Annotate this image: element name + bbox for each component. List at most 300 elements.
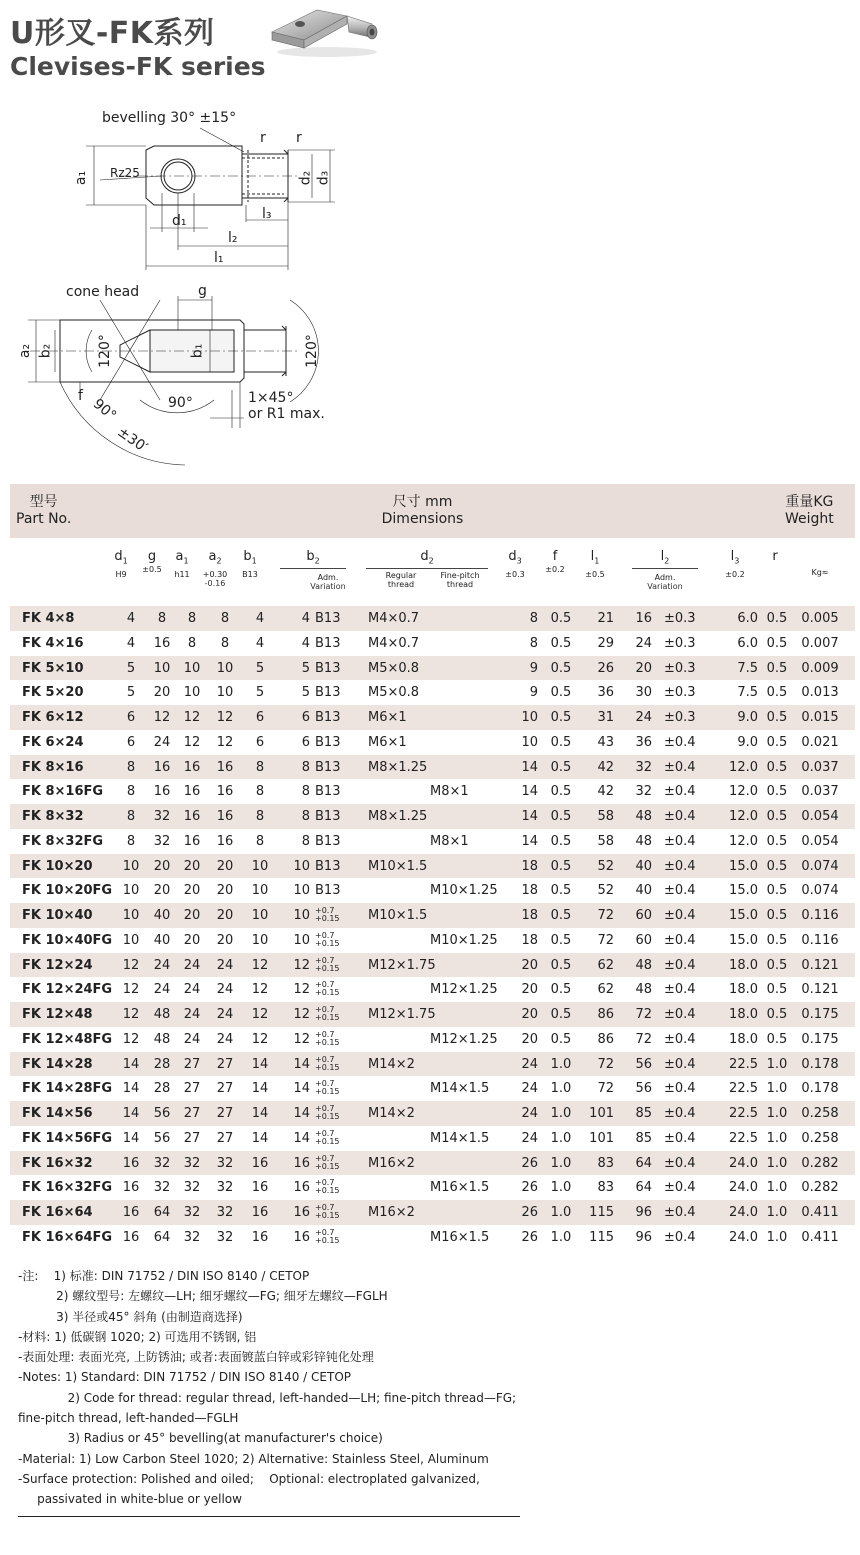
cell-fine: M16×1.5 <box>430 1180 490 1196</box>
cell-b2-variation: B13 <box>315 710 341 725</box>
page-title-cn: U形叉-FK系列 <box>10 16 215 51</box>
cell-a2: 32 <box>216 1205 234 1220</box>
cell-r: 1.0 <box>766 1229 788 1245</box>
cell-b1: 14 <box>251 1081 269 1097</box>
cell-d1: 10 <box>122 932 140 948</box>
cell-w: 0.074 <box>801 858 839 874</box>
cell-d1: 16 <box>122 1229 140 1245</box>
cell-b2-variation: B13 <box>315 809 341 824</box>
label-rz25: Rz25 <box>110 166 140 180</box>
cell-r: 0.5 <box>766 635 788 651</box>
cell-l1: 52 <box>597 883 614 899</box>
col-l3: $l_3$ ±0.2 <box>725 549 745 579</box>
part-number: FK 16×32FG <box>22 1180 113 1196</box>
cell-b2-variation: B13 <box>315 759 341 775</box>
cell-a1: 16 <box>183 784 201 800</box>
col-l2: $l_2$ Adm. Variation <box>647 549 683 591</box>
col-d1: $d_1$ H9 <box>114 549 128 579</box>
cell-a2: 10 <box>216 660 234 676</box>
cell-g: 20 <box>153 858 171 874</box>
cell-a1: 10 <box>183 685 201 701</box>
part-number: FK 14×56 <box>22 1106 93 1121</box>
cell-f: 1.0 <box>550 1130 572 1146</box>
cell-d1: 14 <box>122 1106 140 1121</box>
cell-fine: M10×1.25 <box>430 932 498 948</box>
cell-l3: 24.0 <box>729 1180 758 1196</box>
cell-f: 0.5 <box>550 1007 572 1022</box>
cell-l2: 60 <box>635 908 652 923</box>
cell-l2: 32 <box>635 759 652 775</box>
cell-l2v: ±0.3 <box>664 611 696 626</box>
note-line: -表面处理: 表面光亮, 上防锈油; 或者:表面镀蓝白锌或彩锌钝化处理 <box>18 1350 374 1365</box>
cell-d3: 14 <box>521 833 538 849</box>
part-number: FK 5×20 <box>22 685 84 701</box>
cell-b1: 10 <box>251 932 269 948</box>
cell-r: 0.5 <box>766 809 788 824</box>
notes-block <box>18 1266 516 1510</box>
cell-fine: M14×1.5 <box>430 1130 490 1146</box>
cell-l2: 16 <box>635 611 652 626</box>
cell-a2: 20 <box>216 858 234 874</box>
cell-a1: 16 <box>183 759 201 775</box>
label-d1: d₁ <box>172 213 187 229</box>
cell-b2-tolerance: +0.7 +0.15 <box>315 1104 340 1121</box>
cell-g: 20 <box>153 883 171 899</box>
bottom-rule <box>18 1516 520 1517</box>
cell-d1: 5 <box>126 685 136 701</box>
cell-fine: M12×1.25 <box>430 982 498 998</box>
cell-a1: 24 <box>183 1031 201 1047</box>
cell-fine: M16×1.5 <box>430 1229 490 1245</box>
cell-l2v: ±0.4 <box>664 833 696 849</box>
cell-a2: 24 <box>216 957 234 973</box>
cell-l2: 72 <box>635 1007 652 1022</box>
cell-r: 0.5 <box>766 1007 788 1022</box>
cell-d3: 14 <box>521 809 538 824</box>
cell-r: 0.5 <box>766 883 788 899</box>
cell-fine: M10×1.25 <box>430 883 498 899</box>
cell-a1: 24 <box>183 957 201 973</box>
table-row <box>10 705 855 730</box>
cell-l3: 15.0 <box>729 883 758 899</box>
cell-d1: 16 <box>122 1205 140 1220</box>
cell-d1: 8 <box>126 833 136 849</box>
cell-f: 0.5 <box>550 660 572 676</box>
part-number: FK 8×16 <box>22 759 84 775</box>
cell-b1: 5 <box>255 660 265 676</box>
cell-b2: 10 <box>293 908 310 923</box>
cell-l1: 52 <box>597 858 614 874</box>
cell-f: 0.5 <box>550 858 572 874</box>
cell-d1: 8 <box>126 759 136 775</box>
col-d3: $d_3$ ±0.3 <box>505 549 525 579</box>
cell-d1: 10 <box>122 883 140 899</box>
label-a2: a₂ <box>17 343 34 359</box>
cell-reg: M4×0.7 <box>368 611 420 626</box>
cell-g: 28 <box>153 1056 171 1072</box>
product-photo <box>262 2 382 60</box>
cell-l1: 83 <box>597 1180 614 1196</box>
label-a1: a₁ <box>73 170 90 186</box>
cell-g: 40 <box>153 932 171 948</box>
cell-l1: 83 <box>597 1155 614 1171</box>
cell-a1: 27 <box>183 1081 201 1097</box>
cell-b2: 8 <box>301 759 310 775</box>
cell-l1: 115 <box>589 1229 614 1245</box>
cell-a1: 12 <box>183 710 201 725</box>
cell-d3: 26 <box>521 1229 538 1245</box>
cell-a2: 27 <box>216 1056 234 1072</box>
cell-b1: 16 <box>251 1155 269 1171</box>
table-row <box>10 928 855 953</box>
cell-l2v: ±0.4 <box>664 1229 696 1245</box>
cell-d3: 9 <box>529 660 538 676</box>
cell-w: 0.009 <box>801 660 839 676</box>
cell-d3: 8 <box>529 611 538 626</box>
cell-b2: 12 <box>293 982 310 998</box>
label-d3: d₃ <box>315 170 332 186</box>
cell-b2: 10 <box>293 883 310 899</box>
cell-l3: 6.0 <box>737 611 758 626</box>
cell-a2: 24 <box>216 1031 234 1047</box>
col-d2: $d_2$ <box>420 549 434 566</box>
cell-g: 56 <box>153 1130 171 1146</box>
cell-reg: M12×1.75 <box>368 957 436 973</box>
cell-l2: 48 <box>635 982 652 998</box>
cell-r: 0.5 <box>766 759 788 775</box>
cell-f: 0.5 <box>550 1031 572 1047</box>
cell-b1: 14 <box>251 1106 269 1121</box>
cell-l2v: ±0.4 <box>664 809 696 824</box>
cell-d1: 6 <box>126 710 136 725</box>
cell-d3: 10 <box>521 734 538 750</box>
cell-b1: 6 <box>255 710 265 725</box>
cell-g: 16 <box>153 635 171 651</box>
part-number: FK 8×32 <box>22 809 84 824</box>
cell-d1: 10 <box>122 908 140 923</box>
cell-l2: 64 <box>635 1180 652 1196</box>
cell-f: 1.0 <box>550 1155 572 1171</box>
table-row <box>10 829 855 854</box>
cell-b2: 12 <box>293 1007 310 1022</box>
label-g: g <box>198 283 207 299</box>
cell-b2-tolerance: +0.7 +0.15 <box>315 1005 340 1022</box>
cell-d3: 14 <box>521 759 538 775</box>
cell-l3: 24.0 <box>729 1155 758 1171</box>
cell-a1: 10 <box>183 660 201 676</box>
cell-l1: 62 <box>597 957 614 973</box>
cell-b1: 4 <box>255 611 265 626</box>
cell-l2v: ±0.3 <box>664 660 696 676</box>
cell-d1: 12 <box>122 1031 140 1047</box>
cell-l2: 72 <box>635 1031 652 1047</box>
table-row <box>10 1175 855 1200</box>
label-l1: l₁ <box>214 250 224 266</box>
table-row <box>10 1126 855 1151</box>
cell-a2: 20 <box>216 932 234 948</box>
part-number: FK 10×40FG <box>22 932 113 948</box>
part-number: FK 12×48 <box>22 1007 93 1022</box>
cell-l2: 85 <box>635 1106 652 1121</box>
cell-w: 0.411 <box>801 1229 839 1245</box>
cell-f: 0.5 <box>550 759 572 775</box>
table-row <box>10 878 855 903</box>
cell-f: 0.5 <box>550 908 572 923</box>
cell-b2: 14 <box>293 1106 310 1121</box>
cell-b1: 4 <box>255 635 265 651</box>
col-a2: $a_2$ +0.30 -0.16 <box>202 549 228 588</box>
col-g: g ±0.5 <box>142 549 162 574</box>
cell-reg: M6×1 <box>368 710 407 725</box>
cell-reg: M4×0.7 <box>368 635 420 651</box>
cell-l3: 15.0 <box>729 858 758 874</box>
cell-b2: 4 <box>301 611 310 626</box>
cell-b2: 5 <box>301 660 310 676</box>
cell-w: 0.074 <box>801 883 839 899</box>
part-number: FK 12×24FG <box>22 982 113 998</box>
cell-l2v: ±0.3 <box>664 635 696 651</box>
part-number: FK 10×40 <box>22 908 93 923</box>
cell-reg: M14×2 <box>368 1106 415 1121</box>
label-angle-90-center: 90° <box>168 395 193 411</box>
cell-l2v: ±0.3 <box>664 685 696 701</box>
cell-d1: 8 <box>126 784 136 800</box>
cell-reg: M14×2 <box>368 1056 415 1072</box>
cell-d3: 24 <box>521 1056 538 1072</box>
cell-a2: 27 <box>216 1081 234 1097</box>
cell-l1: 101 <box>589 1106 614 1121</box>
table-row <box>10 1225 855 1250</box>
cell-b2-tolerance: +0.7 +0.15 <box>315 1029 340 1047</box>
cell-l3: 22.5 <box>729 1106 758 1121</box>
cell-r: 0.5 <box>766 957 788 973</box>
cell-l2: 48 <box>635 809 652 824</box>
cell-a2: 32 <box>216 1155 234 1171</box>
cell-reg: M6×1 <box>368 734 407 750</box>
cell-w: 0.015 <box>801 710 839 725</box>
cell-r: 0.5 <box>766 1031 788 1047</box>
cell-d3: 20 <box>521 1007 538 1022</box>
cell-b1: 14 <box>251 1056 269 1072</box>
cell-b2: 8 <box>301 809 310 824</box>
cell-b2: 16 <box>293 1229 310 1245</box>
cell-r: 0.5 <box>766 858 788 874</box>
cell-b2-tolerance: +0.7 +0.15 <box>315 1128 340 1146</box>
cell-r: 1.0 <box>766 1180 788 1196</box>
cell-b2-tolerance: +0.7 +0.15 <box>315 1079 340 1097</box>
cell-d1: 14 <box>122 1056 140 1072</box>
cell-b1: 16 <box>251 1180 269 1196</box>
cell-r: 1.0 <box>766 1130 788 1146</box>
cell-b2: 8 <box>301 833 310 849</box>
cell-a2: 16 <box>216 809 234 824</box>
col-b1: $b_1$ B13 <box>242 549 258 579</box>
cell-l3: 15.0 <box>729 908 758 923</box>
cell-d1: 16 <box>122 1155 140 1171</box>
cell-g: 10 <box>153 660 171 676</box>
cell-l3: 24.0 <box>729 1229 758 1245</box>
cell-g: 48 <box>153 1007 171 1022</box>
cell-f: 0.5 <box>550 932 572 948</box>
cell-l2: 96 <box>635 1205 652 1220</box>
note-line: 3) 半径或45° 斜角 (由制造商选择) <box>18 1309 243 1324</box>
cell-w: 0.258 <box>801 1106 839 1121</box>
cell-l1: 58 <box>597 833 614 849</box>
cell-l2v: ±0.4 <box>664 759 696 775</box>
label-angle-120-right: 120° <box>303 334 320 368</box>
cell-w: 0.175 <box>801 1007 839 1022</box>
cell-f: 0.5 <box>550 734 572 750</box>
cell-l2v: ±0.4 <box>664 1031 696 1047</box>
cell-g: 16 <box>153 759 171 775</box>
cell-w: 0.175 <box>801 1031 839 1047</box>
cell-a2: 8 <box>220 635 230 651</box>
l2-underline <box>632 568 698 569</box>
cell-g: 12 <box>153 710 171 725</box>
cell-l2: 40 <box>635 883 652 899</box>
note-line: -Notes: 1) Standard: DIN 71752 / DIN ISO 8140 / CETOP <box>18 1370 352 1385</box>
cell-l2: 85 <box>635 1130 652 1146</box>
cell-a2: 32 <box>216 1180 234 1196</box>
cell-w: 0.021 <box>801 734 839 750</box>
label-angle-90-left: 90° <box>89 395 120 425</box>
table-row <box>10 1027 855 1052</box>
cell-reg: M10×1.5 <box>368 908 428 923</box>
d2-underline <box>366 568 488 569</box>
cell-l2v: ±0.4 <box>664 1007 696 1022</box>
cell-f: 0.5 <box>550 685 572 701</box>
cell-f: 0.5 <box>550 710 572 725</box>
cell-b2-tolerance: +0.7 +0.15 <box>315 1178 340 1196</box>
cell-d1: 10 <box>122 858 140 874</box>
cell-d3: 10 <box>521 710 538 725</box>
cell-l2v: ±0.4 <box>664 1155 696 1171</box>
cell-a2: 24 <box>216 982 234 998</box>
cell-l2v: ±0.4 <box>664 858 696 874</box>
cell-d3: 24 <box>521 1106 538 1121</box>
table-row <box>10 903 855 928</box>
cell-l1: 58 <box>597 809 614 824</box>
cell-r: 0.5 <box>766 660 788 676</box>
col-a1: $a_1$ h11 <box>174 549 190 579</box>
part-number: FK 5×10 <box>22 660 84 676</box>
cell-l1: 31 <box>597 710 614 725</box>
note-line: -Surface protection: Polished and oiled; Optional: electroplated galvanized, <box>18 1471 480 1486</box>
cell-g: 64 <box>153 1205 171 1220</box>
header-dimensions: 尺寸 mm Dimensions <box>381 494 464 527</box>
cell-f: 0.5 <box>550 809 572 824</box>
cell-r: 0.5 <box>766 685 788 701</box>
cell-g: 32 <box>153 1155 171 1171</box>
cell-l1: 42 <box>597 759 614 775</box>
cell-reg: M8×1.25 <box>368 809 428 824</box>
cell-b2: 16 <box>293 1180 310 1196</box>
cell-f: 0.5 <box>550 833 572 849</box>
cell-r: 0.5 <box>766 932 788 948</box>
cell-f: 1.0 <box>550 1056 572 1072</box>
cell-l3: 18.0 <box>729 982 758 998</box>
cell-r: 1.0 <box>766 1155 788 1171</box>
cell-l3: 22.5 <box>729 1081 758 1097</box>
cell-r: 1.0 <box>766 1056 788 1072</box>
cell-reg: M16×2 <box>368 1155 415 1171</box>
cell-w: 0.258 <box>801 1130 839 1146</box>
cell-a2: 12 <box>216 710 234 725</box>
cell-reg: M12×1.75 <box>368 1007 436 1022</box>
cell-l1: 72 <box>597 1056 614 1072</box>
part-number: FK 16×64 <box>22 1205 93 1220</box>
cell-a1: 16 <box>183 809 201 824</box>
table-row <box>10 977 855 1002</box>
cell-a1: 32 <box>183 1155 201 1171</box>
cell-a2: 20 <box>216 883 234 899</box>
cell-b1: 8 <box>255 833 265 849</box>
header-part-no: 型号 Part No. <box>16 494 72 527</box>
cell-b2-variation: B13 <box>315 734 341 750</box>
part-number: FK 16×32 <box>22 1155 93 1171</box>
cell-a1: 8 <box>187 611 197 626</box>
cell-l3: 9.0 <box>737 734 758 750</box>
cell-b2: 14 <box>293 1081 310 1097</box>
col-f: f ±0.2 <box>545 549 565 574</box>
cell-b2-tolerance: +0.7 +0.15 <box>315 955 340 973</box>
label-r-1: r <box>260 130 266 146</box>
cell-b1: 14 <box>251 1130 269 1146</box>
cell-b2-variation: B13 <box>315 611 341 626</box>
cell-fine: M8×1 <box>430 784 469 800</box>
cell-w: 0.178 <box>801 1056 839 1072</box>
cell-b2: 6 <box>301 734 310 750</box>
part-number: FK 14×28 <box>22 1056 93 1072</box>
col-b2: $b_2$ Adm. Variation <box>306 549 346 591</box>
cell-l3: 24.0 <box>729 1205 758 1220</box>
table-row <box>10 953 855 978</box>
col-l1: $l_1$ ±0.5 <box>585 549 605 579</box>
cell-l2v: ±0.4 <box>664 883 696 899</box>
part-number: FK 4×16 <box>22 635 84 651</box>
table-row <box>10 1200 855 1225</box>
cell-b2-variation: B13 <box>315 833 341 849</box>
cell-b2-tolerance: +0.7 +0.15 <box>315 930 340 948</box>
cell-l2v: ±0.4 <box>664 1205 696 1220</box>
cell-w: 0.116 <box>801 932 839 948</box>
label-chamfer: 1×45° <box>248 390 294 406</box>
cell-d3: 24 <box>521 1081 538 1097</box>
cell-reg: M10×1.5 <box>368 858 428 874</box>
cell-g: 64 <box>153 1229 171 1245</box>
label-f: f <box>78 388 83 404</box>
cell-b2: 16 <box>293 1205 310 1220</box>
table-row <box>10 1101 855 1126</box>
cell-d3: 18 <box>521 908 538 923</box>
cell-b2: 5 <box>301 685 310 701</box>
cell-b2: 8 <box>301 784 310 800</box>
cell-b2-variation: B13 <box>315 660 341 676</box>
cell-r: 0.5 <box>766 784 788 800</box>
cell-b2: 4 <box>301 635 310 651</box>
cell-b2: 12 <box>293 957 310 973</box>
col-weight: Kg≈ <box>811 568 829 577</box>
cell-l2v: ±0.4 <box>664 982 696 998</box>
cell-l3: 7.5 <box>737 660 758 676</box>
cell-b2: 10 <box>293 932 310 948</box>
table-row <box>10 606 855 631</box>
table-row <box>10 1151 855 1176</box>
cell-b1: 10 <box>251 908 269 923</box>
cell-w: 0.013 <box>801 685 839 701</box>
part-number: FK 10×20 <box>22 858 93 874</box>
col-r: r <box>772 549 778 564</box>
